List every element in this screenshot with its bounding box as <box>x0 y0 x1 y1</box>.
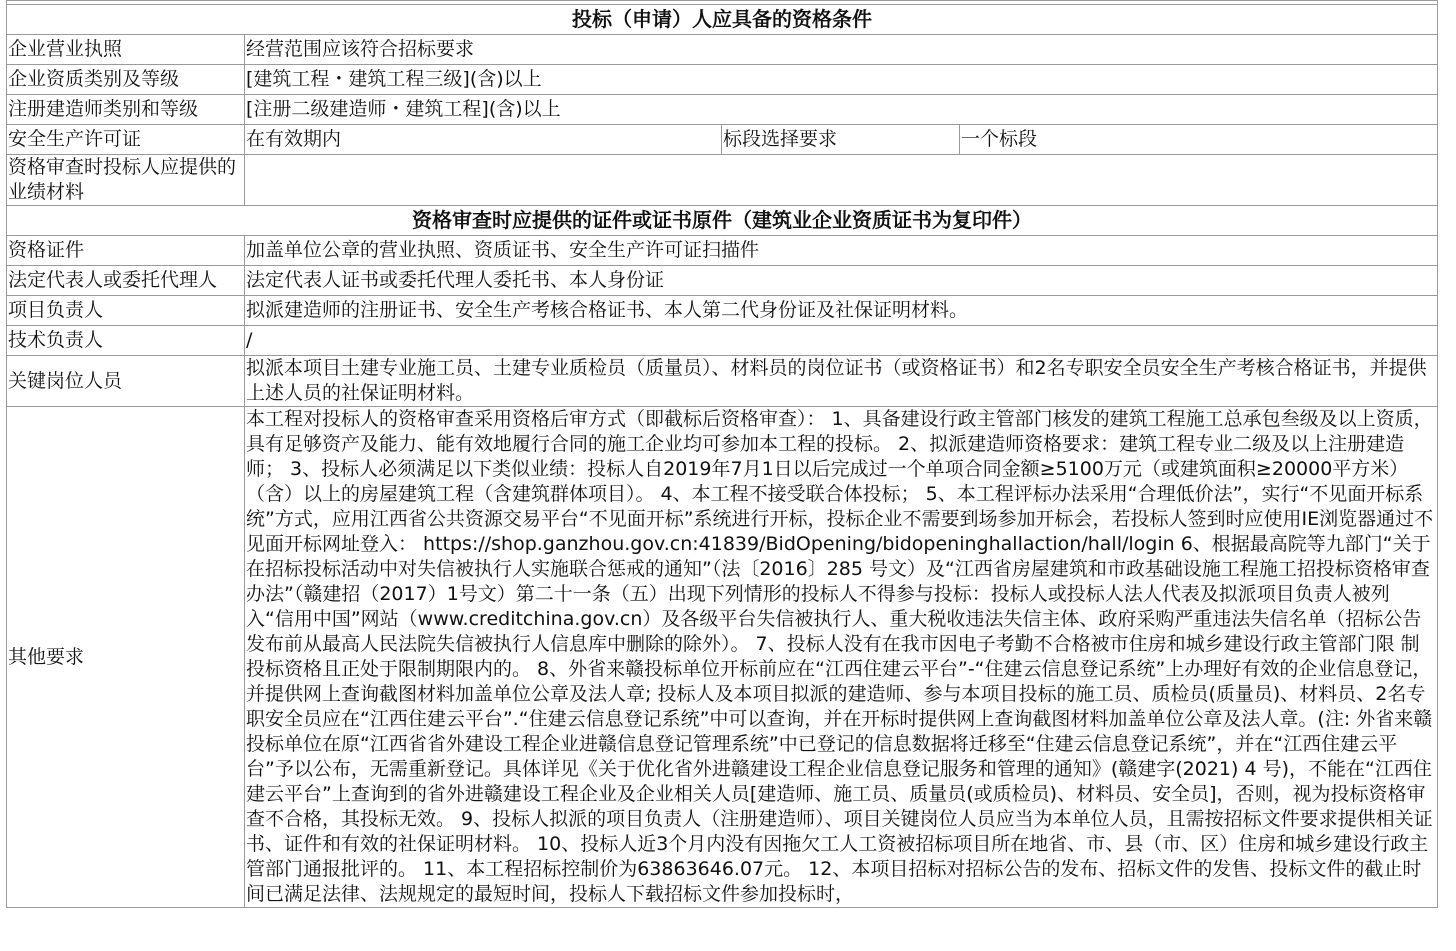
row-value: [注册二级建造师・建筑工程](含)以上 <box>245 95 1438 125</box>
credentials-row <box>7 236 1438 266</box>
safety-license-row <box>7 125 1438 155</box>
row-label: 企业营业执照 <box>7 35 245 65</box>
section2-title: 资格审查时应提供的证件或证书原件（建筑业企业资质证书为复印件） <box>7 206 1438 236</box>
row-label: 法定代表人或委托代理人 <box>7 266 245 296</box>
section2-header-row <box>7 206 1438 236</box>
section1-header-row <box>7 5 1438 35</box>
row-value: / <box>245 326 1438 356</box>
performance-row <box>7 155 1438 206</box>
qualification-table-container <box>6 0 1437 908</box>
row-label: 企业资质类别及等级 <box>7 65 245 95</box>
row-value: 拟派本项目土建专业施工员、土建专业质检员（质量员）、材料员的岗位证书（或资格证书）和2名专职安全员安全生产考核合格证书，并提供上述人员的社保证明材料。 <box>245 356 1438 407</box>
section1-title: 投标（申请）人应具备的资格条件 <box>7 5 1438 35</box>
performance-value <box>245 155 1438 206</box>
key-personnel-row <box>7 356 1438 407</box>
project-leader-row <box>7 296 1438 326</box>
row-label: 项目负责人 <box>7 296 245 326</box>
business-license-row <box>7 35 1438 65</box>
constructor-grade-row <box>7 95 1438 125</box>
row-label: 关键岗位人员 <box>7 356 245 407</box>
row-value: 加盖单位公章的营业执照、资质证书、安全生产许可证扫描件 <box>245 236 1438 266</box>
row-label: 技术负责人 <box>7 326 245 356</box>
row-label: 资格证件 <box>7 236 245 266</box>
row-value: 法定代表人证书或委托代理人委托书、本人身份证 <box>245 266 1438 296</box>
legal-representative-row <box>7 266 1438 296</box>
technical-leader-row <box>7 326 1438 356</box>
other-requirements-text: 本工程对投标人的资格审查采用资格后审方式（即截标后资格审查）： 1、具备建设行政主管部门核发的建筑工程施工总承包叁级及以上资质，具有足够资产及能力、能有效地履行合同的施工企业均可参加本工程的投标。 2、拟派建造师资格要求：建筑工程专业二级及以上注册建造师； 3、投标人必须满足以下类似业绩：投标人自2019年7月1日以后完成过一个单项合同金额≥5100万元（或建筑面积≥20000平方米）（含）以上的房屋建筑工程（含建筑群体项目）。 4、本工程不接受联合体投标； 5、本工程评标办法采用“合理低价法”，实行“不见面开标系统”方式，应用江西省公共资源交易平台“不见面开标”系统进行开标，投标企业不需要到场参加开标会，若投标人签到时应使用IE浏览器通过不见面开标网址登入： https://shop.ganzhou.gov.cn:41839/BidOpening/bidopeninghallaction/hall/login 6、根据最高院等九部门“关于在招标投标活动中对失信被执行人实施联合惩戒的通知”（法〔2016〕285 号文）及“江西省房屋建筑和市政基础设施工程施工招投标资格审查办法”（赣建招（2017）1号文）第二十一条（五）出现下列情形的投标人不得参与投标：投标人或投标人法人代表及拟派项目负责人被列入“信用中国”网站（www.creditchina.gov.cn）及各级平台失信被执行人、重大税收违法失信主体、政府采购严重违法失信名单（招标公告发布前从最高人民法院失信被执行人信息库中删除的除外）。 7、投标人没有在我市因电子考勤不合格被市住房和城乡建设行政主管部门限 制投标资格且正处于限制期限内的。 8、外省来赣投标单位开标前应在“江西住建云平台”-“住建云信息登记系统”上办理好有效的企业信息登记，并提供网上查询截图材料加盖单位公章及法人章; 投标人及本项目拟派的建造师、参与本项目投标的施工员、质检员(质量员)、材料员、2名专职安全员应在“江西住建云平台”.“住建云信息登记系统”中可以查询，并在开标时提供网上查询截图材料加盖单位公章及法人章。(注: 外省来赣投标单位在原“江西省省外建设工程企业进赣信息登记管理系统”中已登记的信息数据将迁移至“住建云信息登记系统”，并在“江西住建云平台”予以公布，无需重新登记。具体详见《关于优化省外进赣建设工程企业信息登记服务和管理的通知》(赣建字(2021) 4 号)，不能在“江西住建云平台”上查询到的省外进赣建设工程企业及企业相关人员[建造师、施工员、质量员(或质检员)、材料员、安全员]，否则，视为投标资格审查不合格，其投标无效。 9、投标人拟派的项目负责人（注册建造师）、项目关键岗位人员应当为本单位人员，且需按招标文件要求提供相关证书、证件和有效的社保证明材料。 10、投标人近3个月内没有因拖欠工人工资被招标项目所在地省、市、县（市、区）住房和城乡建设行政主管部门通报批评的。 11、本工程招标控制价为63863646.07元。 12、本项目招标对招标公告的发布、招标文件的发售、投标文件的截止时间已满足法律、法规规定的最短时间，投标人下载招标文件参加投标时， <box>245 407 1438 908</box>
row-value: [建筑工程・建筑工程三级](含)以上 <box>245 65 1438 95</box>
other-requirements-label: 其他要求 <box>7 407 245 908</box>
performance-label: 资格审查时投标人应提供的业绩材料 <box>7 155 245 206</box>
other-requirements-row <box>7 407 1438 908</box>
qualification-grade-row <box>7 65 1438 95</box>
row-value: 经营范围应该符合招标要求 <box>245 35 1438 65</box>
safety-license-label: 安全生产许可证 <box>7 125 245 155</box>
qualification-table <box>6 0 1438 908</box>
section-choice-label: 标段选择要求 <box>722 125 960 155</box>
row-label: 注册建造师类别和等级 <box>7 95 245 125</box>
section-choice-value: 一个标段 <box>960 125 1438 155</box>
row-value: 拟派建造师的注册证书、安全生产考核合格证书、本人第二代身份证及社保证明材料。 <box>245 296 1438 326</box>
safety-license-value: 在有效期内 <box>245 125 722 155</box>
